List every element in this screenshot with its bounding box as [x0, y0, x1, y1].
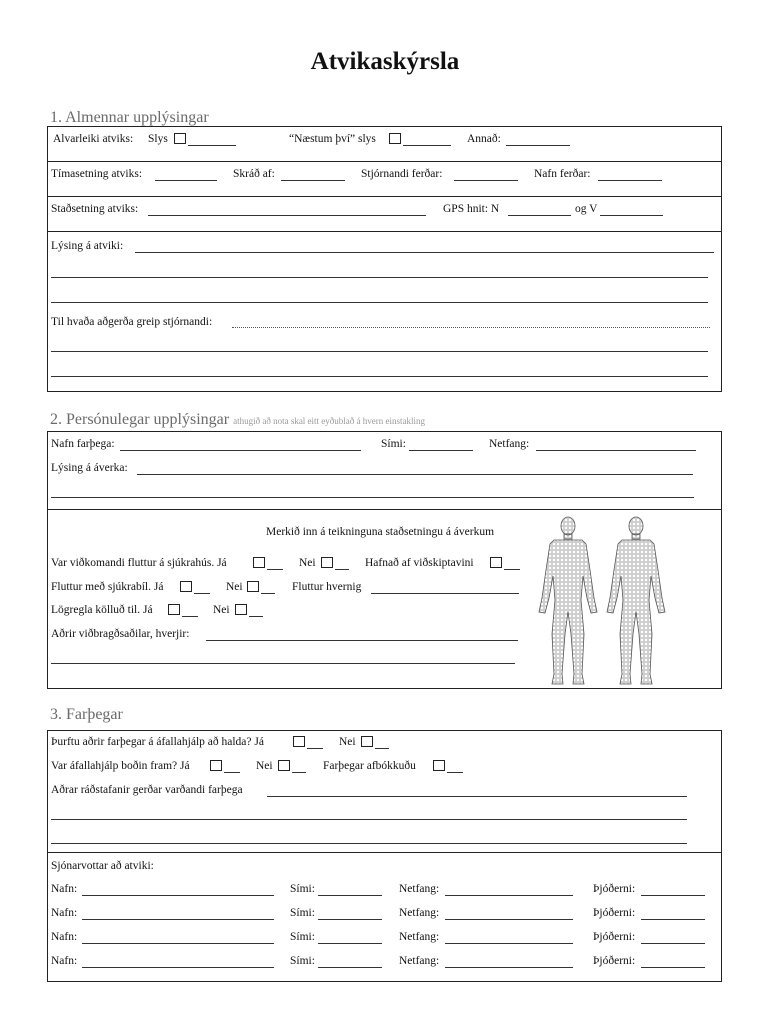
blank: [447, 772, 463, 773]
witness-thjoderni-field[interactable]: [641, 919, 705, 920]
vottar-label: Sjónarvottar að atviki:: [51, 860, 154, 872]
afallahjalp-bodin-label: Var áfallahjálp boðin fram? Já: [51, 760, 190, 772]
lysing-label: Lýsing á atviki:: [51, 240, 124, 252]
witness-thjoderni-field[interactable]: [641, 967, 705, 968]
witness-simi-label: Sími:: [290, 955, 315, 967]
nafn-ferdar-field[interactable]: [598, 180, 662, 181]
witness-nafn-field[interactable]: [82, 895, 274, 896]
body-diagram[interactable]: [528, 514, 678, 688]
logregla-nei-checkbox[interactable]: [235, 604, 247, 615]
section-3-heading: 3. Farþegar: [50, 706, 123, 723]
hafnad-checkbox[interactable]: [490, 557, 502, 568]
lysing-averka-field[interactable]: [137, 474, 693, 475]
simi-label: Sími:: [381, 438, 406, 450]
body-front-icon: [539, 517, 597, 684]
adrir-field[interactable]: [206, 640, 518, 641]
logregla-ja-checkbox[interactable]: [168, 604, 180, 615]
divider: [47, 161, 722, 162]
logregla-label: Lögregla kölluð til. Já: [51, 604, 153, 616]
hafnad-label: Hafnað af viðskiptavini: [365, 557, 474, 569]
witness-netfang-field[interactable]: [445, 919, 573, 920]
lysing-averka-label: Lýsing á áverka:: [51, 462, 128, 474]
nafn-farpega-field[interactable]: [120, 450, 361, 451]
witness-netfang-label: Netfang:: [399, 907, 440, 919]
adrar-line[interactable]: [51, 819, 687, 820]
adrir-label: Aðrir viðbragðsaðilar, hverjir:: [51, 628, 190, 640]
lysing-line[interactable]: [51, 277, 708, 278]
timi-label: Tímasetning atviks:: [51, 168, 143, 180]
netfang-field[interactable]: [536, 450, 696, 451]
gps-label: GPS hnit: N: [443, 203, 500, 215]
slys-checkbox[interactable]: [174, 133, 186, 144]
section-2-heading: 2. Persónulegar upplýsingar: [50, 411, 230, 428]
witness-netfang-label: Netfang:: [399, 931, 440, 943]
annad-field[interactable]: [506, 145, 570, 146]
sjukrabil-nei-checkbox[interactable]: [247, 581, 259, 592]
blank: [261, 593, 275, 594]
section-1-box: [47, 126, 722, 392]
lysing-averka-line[interactable]: [51, 497, 694, 498]
witness-simi-label: Sími:: [290, 883, 315, 895]
blank: [224, 772, 240, 773]
sjukrahus-nei-checkbox[interactable]: [321, 557, 333, 568]
divider: [47, 852, 722, 853]
blank: [504, 569, 520, 570]
divider: [47, 231, 722, 232]
naestum-label: “Næstum því” slys: [289, 133, 376, 145]
timi-field[interactable]: [155, 180, 217, 181]
slys-label: Slys: [148, 133, 168, 145]
witness-nafn-field[interactable]: [82, 943, 274, 944]
netfang-label: Netfang:: [489, 438, 530, 450]
witness-thjoderni-label: Þjóðerni:: [593, 931, 636, 943]
blank: [182, 616, 198, 617]
nafn-farpega-label: Nafn farþega:: [51, 438, 115, 450]
witness-thjoderni-label: Þjóðerni:: [593, 883, 636, 895]
section-2-note: athugið að nota skal eitt eyðublað á hvern einstakling: [233, 416, 426, 426]
stadsetning-label: Staðsetning atviks:: [51, 203, 139, 215]
stadsetning-field[interactable]: [148, 215, 426, 216]
section-2-header: [50, 411, 425, 429]
witness-netfang-label: Netfang:: [399, 883, 440, 895]
witness-simi-field[interactable]: [318, 895, 382, 896]
witness-nafn-label: Nafn:: [51, 883, 78, 895]
hvernig-field[interactable]: [371, 593, 519, 594]
sjukrabil-label: Fluttur með sjúkrabíl. Já: [51, 581, 164, 593]
witness-nafn-label: Nafn:: [51, 907, 78, 919]
adgerdir-line[interactable]: [51, 376, 708, 377]
witness-nafn-label: Nafn:: [51, 955, 78, 967]
gps-n-field[interactable]: [508, 215, 571, 216]
blank: [292, 772, 306, 773]
adrar-label: Aðrar ráðstafanir gerðar varðandi farþega: [51, 784, 243, 796]
nafn-ferdar-label: Nafn ferðar:: [534, 168, 591, 180]
section-1-heading: 1. Almennar upplýsingar: [50, 109, 209, 126]
lysing-line[interactable]: [51, 302, 708, 303]
nei-label: Nei: [213, 604, 230, 616]
witness-nafn-field[interactable]: [82, 919, 274, 920]
sjukrabil-ja-checkbox[interactable]: [180, 581, 192, 592]
witness-simi-field[interactable]: [318, 967, 382, 968]
blank: [335, 569, 349, 570]
nei-label: Nei: [339, 736, 356, 748]
witness-thjoderni-field[interactable]: [641, 943, 705, 944]
nei-label: Nei: [299, 557, 316, 569]
adgerdir-label: Til hvaða aðgerða greip stjórnandi:: [51, 316, 213, 328]
afallahjalp-bodin-ja-checkbox[interactable]: [210, 760, 222, 771]
adrar-line[interactable]: [51, 843, 687, 844]
gps-v-field[interactable]: [600, 215, 663, 216]
nei-label: Nei: [226, 581, 243, 593]
simi-field[interactable]: [409, 450, 473, 451]
witness-thjoderni-label: Þjóðerni:: [593, 907, 636, 919]
afallahjalp-halda-nei-checkbox[interactable]: [361, 736, 373, 747]
sjukrahus-ja-checkbox[interactable]: [253, 557, 265, 568]
witness-thjoderni-field[interactable]: [641, 895, 705, 896]
witness-nafn-field[interactable]: [82, 967, 274, 968]
skrad-field[interactable]: [281, 180, 345, 181]
slys-field[interactable]: [188, 145, 236, 146]
afallahjalp-halda-label: Þurftu aðrir farþegar á áfallahjálp að halda? Já: [51, 736, 264, 748]
blank: [307, 748, 323, 749]
afbokkudu-checkbox[interactable]: [433, 760, 445, 771]
naestum-checkbox[interactable]: [389, 133, 401, 144]
blank: [375, 748, 389, 749]
divider: [47, 196, 722, 197]
adgerdir-line[interactable]: [51, 351, 708, 352]
witness-simi-field[interactable]: [318, 919, 382, 920]
severity-label: Alvarleiki atviks:: [53, 133, 134, 145]
hvernig-label: Fluttur hvernig: [292, 581, 362, 593]
blank: [249, 616, 263, 617]
blank: [194, 593, 210, 594]
adgerdir-field[interactable]: [232, 327, 710, 328]
witness-simi-label: Sími:: [290, 931, 315, 943]
witness-netfang-field[interactable]: [445, 895, 573, 896]
adrar-field[interactable]: [267, 796, 687, 797]
witness-netfang-field[interactable]: [445, 967, 573, 968]
witness-nafn-label: Nafn:: [51, 931, 78, 943]
afallahjalp-halda-ja-checkbox[interactable]: [293, 736, 305, 747]
og-v-label: og V: [575, 203, 598, 215]
divider: [47, 509, 722, 510]
afbokkudu-label: Farþegar afbókkuðu: [323, 760, 416, 772]
stjornandi-field[interactable]: [454, 180, 518, 181]
merkid-instruction: Merkið inn á teikninguna staðsetningu á áverkum: [266, 526, 495, 538]
page-title: Atvikaskýrsla: [310, 48, 460, 75]
fluttur-sjukrahus-label: Var viðkomandi fluttur á sjúkrahús. Já: [51, 557, 227, 569]
body-back-icon: [607, 517, 665, 684]
naestum-field[interactable]: [403, 145, 451, 146]
blank: [267, 569, 283, 570]
adrir-line[interactable]: [51, 663, 515, 664]
witness-simi-field[interactable]: [318, 943, 382, 944]
witness-thjoderni-label: Þjóðerni:: [593, 955, 636, 967]
stjornandi-label: Stjórnandi ferðar:: [361, 168, 443, 180]
witness-simi-label: Sími:: [290, 907, 315, 919]
witness-netfang-label: Netfang:: [399, 955, 440, 967]
skrad-label: Skráð af:: [233, 168, 275, 180]
witness-netfang-field[interactable]: [445, 943, 573, 944]
annad-label: Annað:: [467, 133, 501, 145]
lysing-field[interactable]: [135, 252, 714, 253]
afallahjalp-bodin-nei-checkbox[interactable]: [278, 760, 290, 771]
nei-label: Nei: [256, 760, 273, 772]
